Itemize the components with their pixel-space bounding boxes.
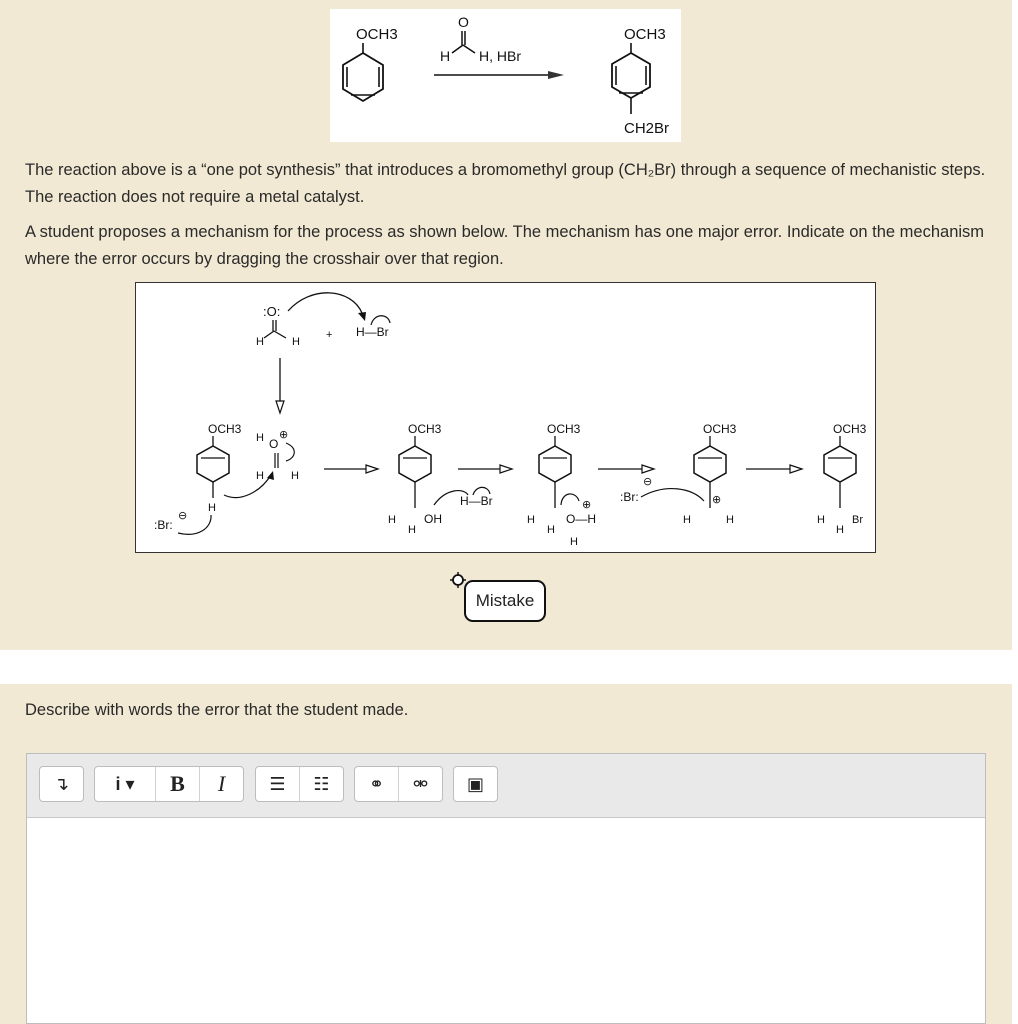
mech-h-4: H	[256, 470, 264, 482]
reagent-o-atom: O	[458, 14, 469, 30]
reactant-anisole	[343, 26, 398, 101]
product-benzyl-bromide	[612, 26, 669, 137]
reaction-arrow	[434, 71, 564, 79]
mech-plus: +	[326, 329, 333, 341]
mech-step-4	[620, 422, 737, 526]
paragraph-style-button[interactable]	[95, 767, 156, 801]
ordered-list-icon: ☷	[313, 773, 330, 794]
mech-h-9: H	[547, 524, 555, 536]
mistake-drag-label[interactable]: Mistake	[464, 580, 546, 622]
mech-oxygen: :O:	[263, 304, 281, 319]
image-icon: ▣	[466, 773, 484, 794]
mech-h-7: H	[408, 524, 416, 536]
collapse-toolbar-button[interactable]	[40, 767, 83, 801]
product-ch2br-label: CH2Br	[624, 120, 670, 137]
mech-minus-2: ⊖	[643, 476, 653, 488]
toolbar-group-links	[354, 766, 443, 802]
mech-oh: OH	[424, 512, 442, 526]
mech-h-ring: H	[208, 502, 216, 514]
italic-button[interactable]: I	[217, 771, 226, 796]
toolbar-group-collapse	[39, 766, 84, 802]
reaction-scheme	[330, 9, 681, 142]
mech-h-10: H	[570, 536, 578, 548]
unordered-list-icon: ☰	[269, 773, 286, 794]
unlink-icon: ⚮	[412, 773, 429, 794]
mech-och3-5: OCH3	[833, 422, 867, 436]
mech-plus-2: ⊕	[582, 499, 592, 511]
mech-hbr-1: H—Br	[356, 325, 389, 339]
ordered-list-button[interactable]	[300, 767, 343, 801]
mech-plus-3: ⊕	[712, 494, 722, 506]
mech-och3-2: OCH3	[408, 422, 442, 436]
mech-och3-4: OCH3	[703, 422, 737, 436]
unlink-button[interactable]	[399, 767, 442, 801]
mech-product	[817, 422, 867, 536]
editor-toolbar	[27, 754, 985, 818]
mech-step-3	[527, 422, 596, 548]
reactant-och3-label: OCH3	[356, 26, 398, 43]
mech-oxonium: O—H	[566, 512, 596, 526]
insert-image-button[interactable]	[454, 767, 497, 801]
info-dropdown-icon: i ▾	[115, 773, 135, 794]
mech-och3-3: OCH3	[547, 422, 581, 436]
mech-step-2	[388, 422, 493, 536]
mech-br-product: Br	[852, 514, 863, 526]
bold-button[interactable]: B	[156, 767, 200, 801]
question-intro-text: The reaction above is a “one pot synthesis” that introduces a bromomethyl group (CH₂Br) through a sequence of mechanistic steps. The reaction does not require a metal catalyst.	[25, 161, 986, 206]
mech-hbr-2: H—Br	[460, 494, 493, 508]
answer-text-area[interactable]	[27, 818, 985, 1023]
link-icon: ⚭	[368, 773, 385, 794]
reagent-text: H, HBr	[479, 48, 521, 64]
mech-h-12: H	[726, 514, 734, 526]
unordered-list-button[interactable]	[256, 767, 300, 801]
mech-h-5: H	[291, 470, 299, 482]
toolbar-group-lists	[255, 766, 344, 802]
mech-minus-1: ⊖	[178, 510, 188, 522]
link-button[interactable]	[355, 767, 399, 801]
mech-h-1: H	[256, 336, 264, 348]
mech-h-11: H	[683, 514, 691, 526]
reagent-formaldehyde	[440, 14, 521, 64]
mech-h-8: H	[527, 514, 535, 526]
mech-step-1	[154, 422, 299, 534]
mech-formaldehyde	[256, 293, 390, 413]
mech-br-anion-1: :Br:	[154, 518, 173, 532]
mech-br-anion-2: :Br:	[620, 490, 639, 504]
mechanism-image[interactable]	[135, 282, 876, 553]
product-och3-label: OCH3	[624, 26, 666, 43]
mech-och3-1: OCH3	[208, 422, 242, 436]
mech-h-14: H	[836, 524, 844, 536]
question-2-prompt: Describe with words the error that the student made.	[25, 701, 409, 719]
mech-plus-1: ⊕	[279, 429, 289, 441]
toolbar-group-format	[94, 766, 244, 802]
answer-editor	[26, 753, 986, 1024]
collapse-icon: ↴	[53, 773, 70, 794]
question-instruction-text: A student proposes a mechanism for the process as shown below. The mechanism has one major error. Indicate on the mechanism where the error occurs by dragging the crosshair over that region.	[25, 223, 985, 268]
mech-o-protonated: O	[269, 437, 279, 451]
toolbar-group-media	[453, 766, 498, 802]
mech-h-13: H	[817, 514, 825, 526]
mech-h-2: H	[292, 336, 300, 348]
reagent-h-left: H	[440, 48, 451, 64]
mech-h-3: H	[256, 432, 264, 444]
mech-h-6: H	[388, 514, 396, 526]
